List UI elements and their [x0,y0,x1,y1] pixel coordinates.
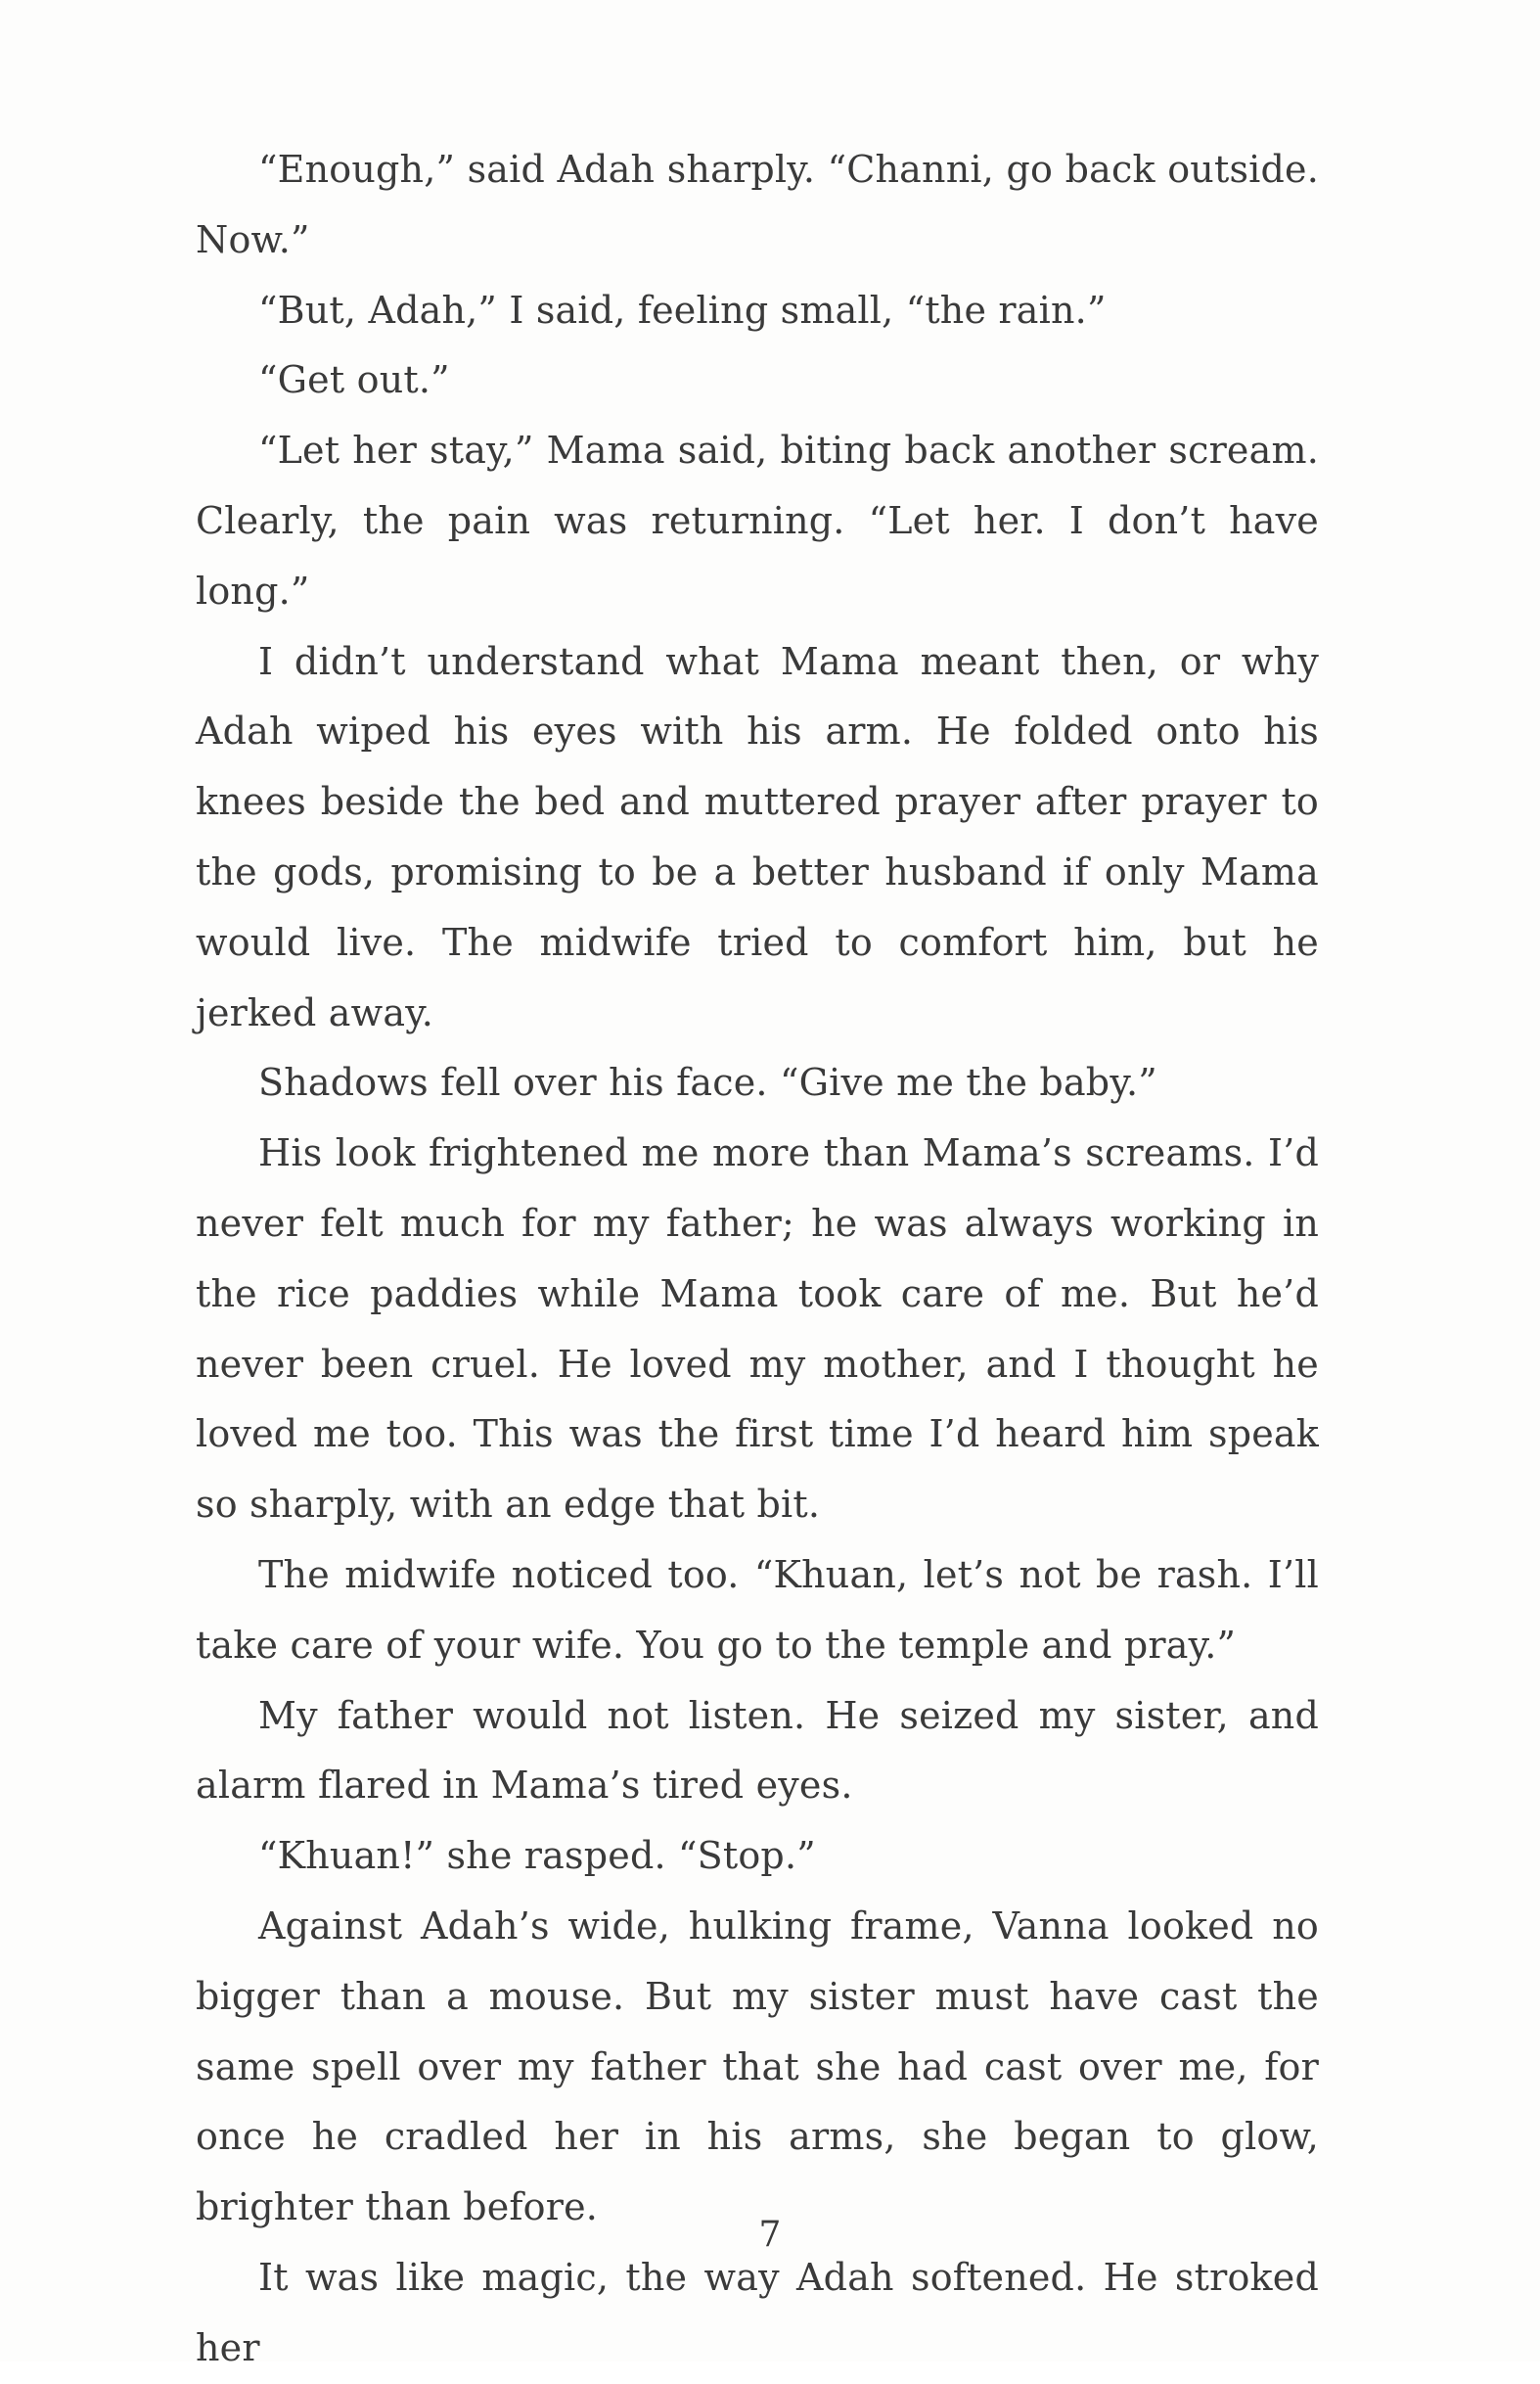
page-number: 7 [758,2215,782,2255]
paragraph: I didn’t understand what Mama meant then, or why Adah wiped his eyes with his arm. He folded onto his knees beside the bed and muttered prayer after prayer to the gods, promising to be a better husband if only Mama would live. The midwife tried to comfort him, but he jerked away. [196,639,1319,1034]
paragraph: His look frightened me more than Mama’s screams. I’d never felt much for my father; he was always working in the rice paddies while Mama took care of me. But he’d never been cruel. He loved my mother, and I thought he loved me too. This was the first time I’d heard him speak so sharply, with an edge that bit. [196,1131,1319,1527]
paragraph: “Khuan!” she rasped. “Stop.” [258,1834,816,1878]
paragraph: “Get out.” [258,358,450,402]
paragraph: It was like magic, the way Adah softened. He stroked her [196,2255,1319,2369]
paragraph: “But, Adah,” I said, feeling small, “the rain.” [258,288,1107,332]
paragraph: “Let her stay,” Mama said, biting back another scream. Clearly, the pain was returning. “Let her. I don’t have long.” [196,429,1319,613]
paragraph: Against Adah’s wide, hulking frame, Vanna looked no bigger than a mouse. But my sister must have cast the same spell over my father that she had cast over me, for once he cradled her in his arms, she began to glow, brighter than before. [196,1903,1319,2229]
paragraph: The midwife noticed too. “Khuan, let’s not be rash. I’ll take care of your wife. You go to the temple and pray.” [196,1552,1319,1667]
body-text [196,135,1319,2384]
paragraph: “Enough,” said Adah sharply. “Channi, go back outside. Now.” [196,148,1319,261]
paragraph: Shadows fell over his face. “Give me the baby.” [258,1061,1157,1105]
paragraph: My father would not listen. He seized my sister, and alarm flared in Mama’s tired eyes. [196,1693,1319,1808]
